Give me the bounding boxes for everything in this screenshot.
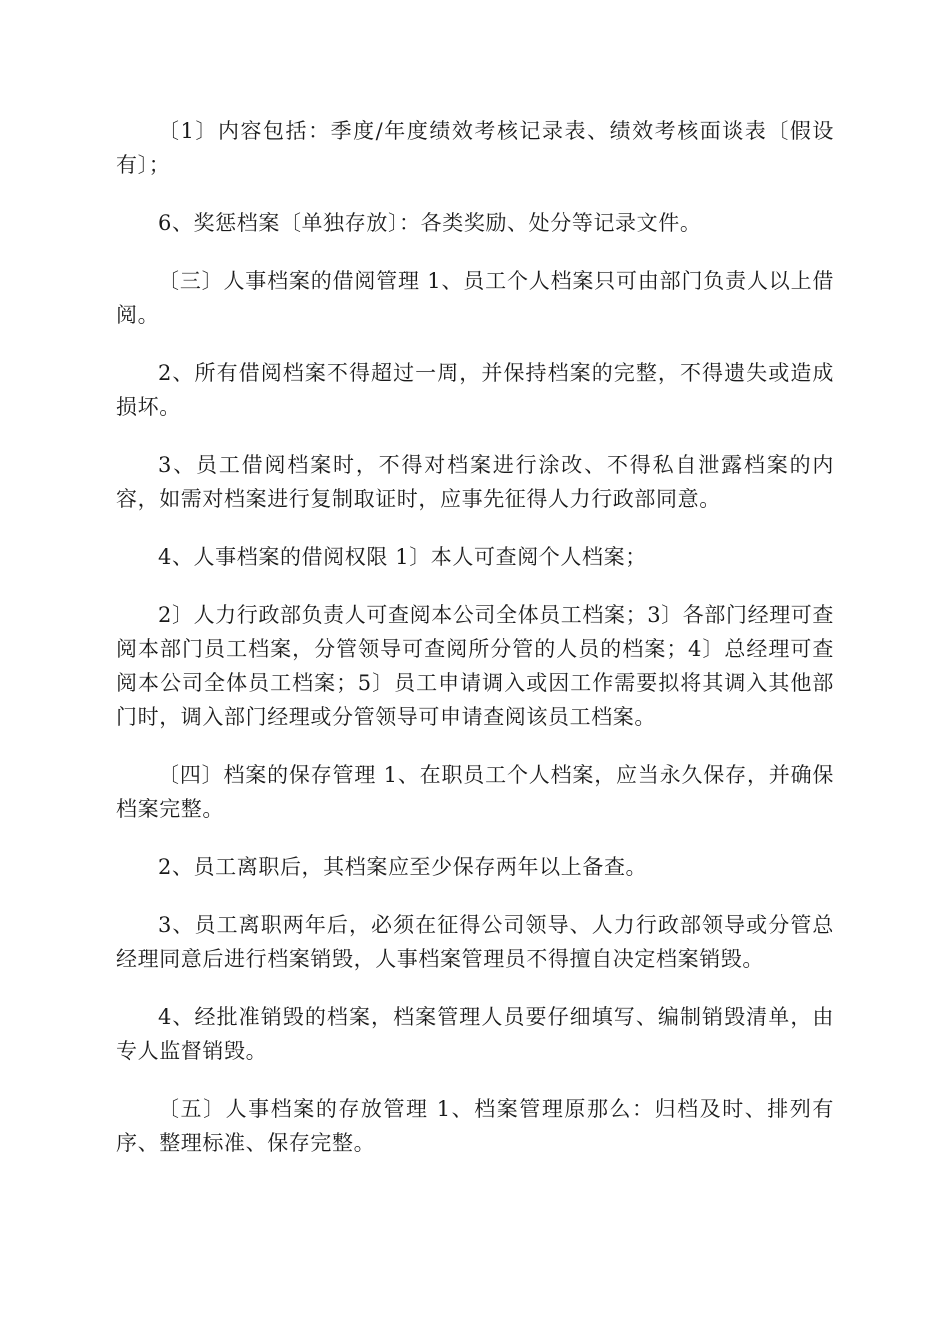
paragraph-1: 〔1〕内容包括：季度/年度绩效考核记录表、绩效考核面谈表〔假设有〕； <box>116 119 834 177</box>
paragraph-5: 3、员工借阅档案时，不得对档案进行涂改、不得私自泄露档案的内容，如需对档案进行复制取证时，应事先征得人力行政部同意。 <box>116 453 834 511</box>
paragraph-10: 3、员工离职两年后，必须在征得公司领导、人力行政部领导或分管总经理同意后进行档案销毁，人事档案管理员不得擅自决定档案销毁。 <box>116 913 834 971</box>
paragraph-3: 〔三〕人事档案的借阅管理 1、员工个人档案只可由部门负责人以上借阅。 <box>116 269 834 327</box>
paragraph-6: 4、人事档案的借阅权限 1〕本人可查阅个人档案； <box>158 545 647 569</box>
document-body <box>116 114 834 1184</box>
paragraph-7: 2〕人力行政部负责人可查阅本公司全体员工档案；3〕各部门经理可查阅本部门员工档案，分管领导可查阅所分管的人员的档案；4〕总经理可查阅本公司全体员工档案；5〕员工申请调入或因工作需要拟将其调入其他部门时，调入部门经理或分管领导可申请查阅该员工档案。 <box>116 603 834 729</box>
paragraph-12: 〔五〕人事档案的存放管理 1、档案管理原那么：归档及时、排列有序、整理标准、保存完整。 <box>116 1097 834 1155</box>
paragraph-9: 2、员工离职后，其档案应至少保存两年以上备查。 <box>158 855 648 879</box>
paragraph-4: 2、所有借阅档案不得超过一周，并保持档案的完整，不得遗失或造成损坏。 <box>116 361 834 419</box>
paragraph-2: 6、奖惩档案〔单独存放〕：各类奖励、处分等记录文件。 <box>158 211 702 235</box>
paragraph-11: 4、经批准销毁的档案，档案管理人员要仔细填写、编制销毁清单，由专人监督销毁。 <box>116 1005 834 1063</box>
paragraph-8: 〔四〕档案的保存管理 1、在职员工个人档案，应当永久保存，并确保档案完整。 <box>116 763 834 821</box>
